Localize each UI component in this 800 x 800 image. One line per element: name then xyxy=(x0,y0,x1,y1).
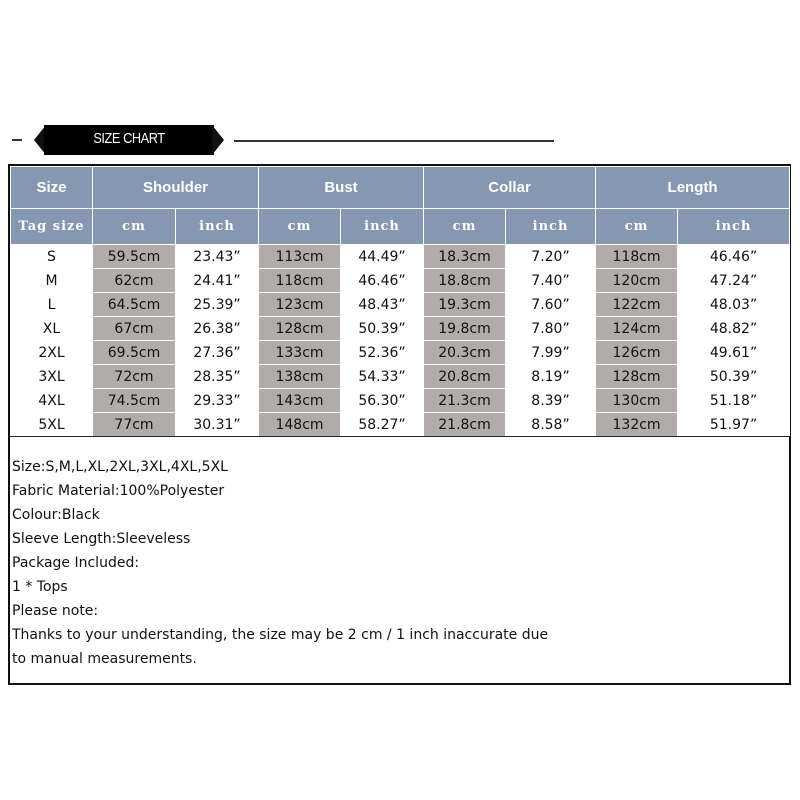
banner-right-ribbon xyxy=(212,125,224,155)
cm-cell: 148cm xyxy=(259,413,341,437)
cm-cell: 74.5cm xyxy=(93,389,176,413)
info-line: Thanks to your understanding, the size may be 2 cm / 1 inch inaccurate due xyxy=(12,627,549,643)
inch-cell: 29.33” xyxy=(176,389,259,413)
inch-cell: 8.58” xyxy=(506,413,596,437)
inch-cell: 51.97” xyxy=(678,413,790,437)
cm-cell: 126cm xyxy=(596,341,678,365)
inch-cell: 48.43” xyxy=(341,293,424,317)
inch-cell: 30.31” xyxy=(176,413,259,437)
cm-cell: 19.8cm xyxy=(424,317,506,341)
size-chart-frame xyxy=(8,164,791,685)
inch-cell: 58.27” xyxy=(341,413,424,437)
cm-cell: 18.3cm xyxy=(424,245,506,269)
header-unit-cm: cm xyxy=(596,209,678,245)
size-chart-banner xyxy=(34,123,224,157)
inch-cell: 50.39” xyxy=(678,365,790,389)
header-tag-size: Tag size xyxy=(11,209,93,245)
header-unit-cm: cm xyxy=(93,209,176,245)
cm-cell: 128cm xyxy=(596,365,678,389)
inch-cell: 48.82” xyxy=(678,317,790,341)
header-unit-cm: cm xyxy=(259,209,341,245)
inch-cell: 24.41” xyxy=(176,269,259,293)
header-shoulder: Shoulder xyxy=(93,167,259,209)
inch-cell: 27.36” xyxy=(176,341,259,365)
cm-cell: 138cm xyxy=(259,365,341,389)
banner-left-dash xyxy=(12,139,22,141)
table-row xyxy=(11,245,790,269)
table-body xyxy=(11,245,790,437)
table-row xyxy=(11,317,790,341)
cm-cell: 21.8cm xyxy=(424,413,506,437)
info-line: to manual measurements. xyxy=(12,651,197,667)
info-line: 1 * Tops xyxy=(12,579,68,595)
table-row xyxy=(11,413,790,437)
cm-cell: 77cm xyxy=(93,413,176,437)
cm-cell: 19.3cm xyxy=(424,293,506,317)
header-unit-cm: cm xyxy=(424,209,506,245)
header-bust: Bust xyxy=(259,167,424,209)
size-cell: 2XL xyxy=(11,341,93,365)
inch-cell: 7.99” xyxy=(506,341,596,365)
cm-cell: 20.3cm xyxy=(424,341,506,365)
cm-cell: 120cm xyxy=(596,269,678,293)
size-cell: 4XL xyxy=(11,389,93,413)
banner-title: SIZE CHART xyxy=(93,130,165,147)
cm-cell: 124cm xyxy=(596,317,678,341)
header-collar: Collar xyxy=(424,167,596,209)
cm-cell: 64.5cm xyxy=(93,293,176,317)
inch-cell: 26.38” xyxy=(176,317,259,341)
info-line: Colour:Black xyxy=(12,507,100,523)
inch-cell: 28.35” xyxy=(176,365,259,389)
header-unit-inch: inch xyxy=(176,209,259,245)
inch-cell: 7.20” xyxy=(506,245,596,269)
inch-cell: 7.80” xyxy=(506,317,596,341)
cm-cell: 123cm xyxy=(259,293,341,317)
info-line: Package Included: xyxy=(12,555,140,571)
inch-cell: 54.33” xyxy=(341,365,424,389)
inch-cell: 8.19” xyxy=(506,365,596,389)
cm-cell: 69.5cm xyxy=(93,341,176,365)
cm-cell: 18.8cm xyxy=(424,269,506,293)
info-line: Sleeve Length:Sleeveless xyxy=(12,531,191,547)
info-line: Fabric Material:100%Polyester xyxy=(12,483,225,499)
cm-cell: 143cm xyxy=(259,389,341,413)
inch-cell: 44.49” xyxy=(341,245,424,269)
cm-cell: 133cm xyxy=(259,341,341,365)
inch-cell: 47.24” xyxy=(678,269,790,293)
inch-cell: 46.46” xyxy=(678,245,790,269)
cm-cell: 59.5cm xyxy=(93,245,176,269)
size-cell: S xyxy=(11,245,93,269)
size-table xyxy=(10,166,790,437)
inch-cell: 7.60” xyxy=(506,293,596,317)
cm-cell: 132cm xyxy=(596,413,678,437)
header-row-groups xyxy=(11,167,790,209)
table-row xyxy=(11,293,790,317)
header-length: Length xyxy=(596,167,790,209)
cm-cell: 67cm xyxy=(93,317,176,341)
inch-cell: 23.43” xyxy=(176,245,259,269)
cm-cell: 128cm xyxy=(259,317,341,341)
inch-cell: 52.36” xyxy=(341,341,424,365)
cm-cell: 62cm xyxy=(93,269,176,293)
header-unit-inch: inch xyxy=(678,209,790,245)
inch-cell: 51.18” xyxy=(678,389,790,413)
table-row xyxy=(11,365,790,389)
cm-cell: 21.3cm xyxy=(424,389,506,413)
table-row xyxy=(11,341,790,365)
inch-cell: 56.30” xyxy=(341,389,424,413)
cm-cell: 118cm xyxy=(259,269,341,293)
inch-cell: 48.03” xyxy=(678,293,790,317)
cm-cell: 113cm xyxy=(259,245,341,269)
info-line: Size:S,M,L,XL,2XL,3XL,4XL,5XL xyxy=(12,459,228,475)
inch-cell: 50.39” xyxy=(341,317,424,341)
inch-cell: 7.40” xyxy=(506,269,596,293)
header-unit-inch: inch xyxy=(341,209,424,245)
cm-cell: 20.8cm xyxy=(424,365,506,389)
size-cell: 5XL xyxy=(11,413,93,437)
cm-cell: 72cm xyxy=(93,365,176,389)
header-unit-inch: inch xyxy=(506,209,596,245)
cm-cell: 130cm xyxy=(596,389,678,413)
cm-cell: 118cm xyxy=(596,245,678,269)
header-size: Size xyxy=(11,167,93,209)
size-cell: 3XL xyxy=(11,365,93,389)
inch-cell: 49.61” xyxy=(678,341,790,365)
info-line: Please note: xyxy=(12,603,99,619)
size-cell: M xyxy=(11,269,93,293)
table-row xyxy=(11,269,790,293)
banner-rule xyxy=(234,140,554,142)
product-info xyxy=(12,455,782,671)
cm-cell: 122cm xyxy=(596,293,678,317)
inch-cell: 46.46” xyxy=(341,269,424,293)
inch-cell: 8.39” xyxy=(506,389,596,413)
table-row xyxy=(11,389,790,413)
inch-cell: 25.39” xyxy=(176,293,259,317)
header-row-units xyxy=(11,209,790,245)
size-cell: L xyxy=(11,293,93,317)
size-cell: XL xyxy=(11,317,93,341)
